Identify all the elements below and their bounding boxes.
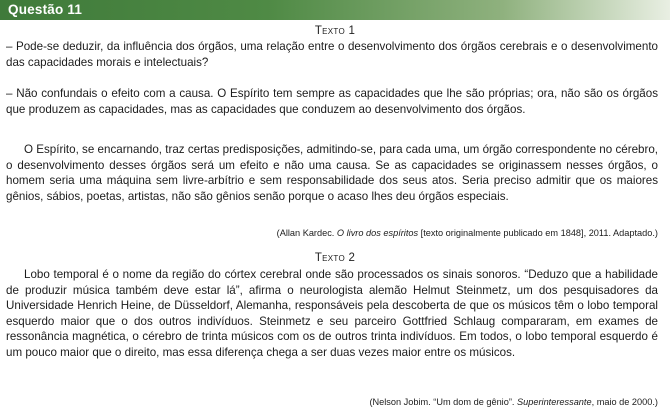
question-header-bar — [0, 0, 670, 20]
texto-1-source-rest: [texto originalmente publicado em 1848], 2011. Adaptado.) — [418, 228, 658, 238]
texto-1-source — [18, 228, 658, 238]
texto-1-paragraph-1: – Pode-se deduzir, da influência dos órgãos, uma relação entre o desenvolvimento dos órgãos cerebrais e o desenvolvimento das capacidades morais e intelectuais? — [6, 40, 658, 69]
texto-2-source-author: (Nelson Jobim. “Um dom de gênio”. — [369, 397, 518, 407]
question-title: Questão 11 — [8, 2, 83, 17]
texto-2-heading: Texto 2 — [314, 252, 356, 264]
texto-2-source — [18, 397, 658, 407]
texto-1-heading: Texto 1 — [314, 25, 356, 37]
texto-2-source-title: Superinteressante — [517, 397, 592, 407]
texto-2-paragraph-1: Lobo temporal é o nome da região do córtex cerebral onde são processados os sinais sonoros. “Deduzo que a habilidade de produzir música também deve estar lá”, afirma o neurologista alemão Helmut Steinmetz, um dos pesquisadores da Universidade Henrich Heine, de Düsseldorf, Alemanha, responsáveis pela descoberta de que os músicos têm o lobo temporal esquerdo maior que o dos outros indivíduos. Steinmetz e seu parceiro Gottfried Schlaug compararam, em exames de ressonância magnética, o cérebro de trinta músicos com os de outros trinta indivíduos. Em todos, o lobo temporal esquerdo é um pouco maior que o direito, mas essa diferença chega a ser duas vezes maior entre os músicos. — [6, 268, 658, 359]
texto-1-paragraph-3: O Espírito, se encarnando, traz certas predisposições, admitindo-se, para cada uma, um órgão correspondente no cérebro, o desenvolvimento desses órgãos será um efeito e não uma causa. Se as capacidades se originassem nesses órgãos, o homem seria uma máquina sem livre-arbítrio e sem responsabilidade dos seus atos. Seria preciso admitir que os maiores gênios, sábios, poetas, artistas, não são gênios senão porque o acaso lhes deu órgãos especiais. — [6, 143, 658, 203]
texto-1-source-author: (Allan Kardec. — [276, 228, 337, 238]
texto-1-paragraph-2: – Não confundais o efeito com a causa. O Espírito tem sempre as capacidades que lhe são próprias; ora, não são os órgãos que produzem as capacidades, mas as capacidades que conduzem ao desenvolvimento dos órgãos. — [6, 87, 658, 116]
texto-2-source-rest: , maio de 2000.) — [591, 397, 658, 407]
texto-1-source-title: O livro dos espíritos — [336, 228, 419, 238]
